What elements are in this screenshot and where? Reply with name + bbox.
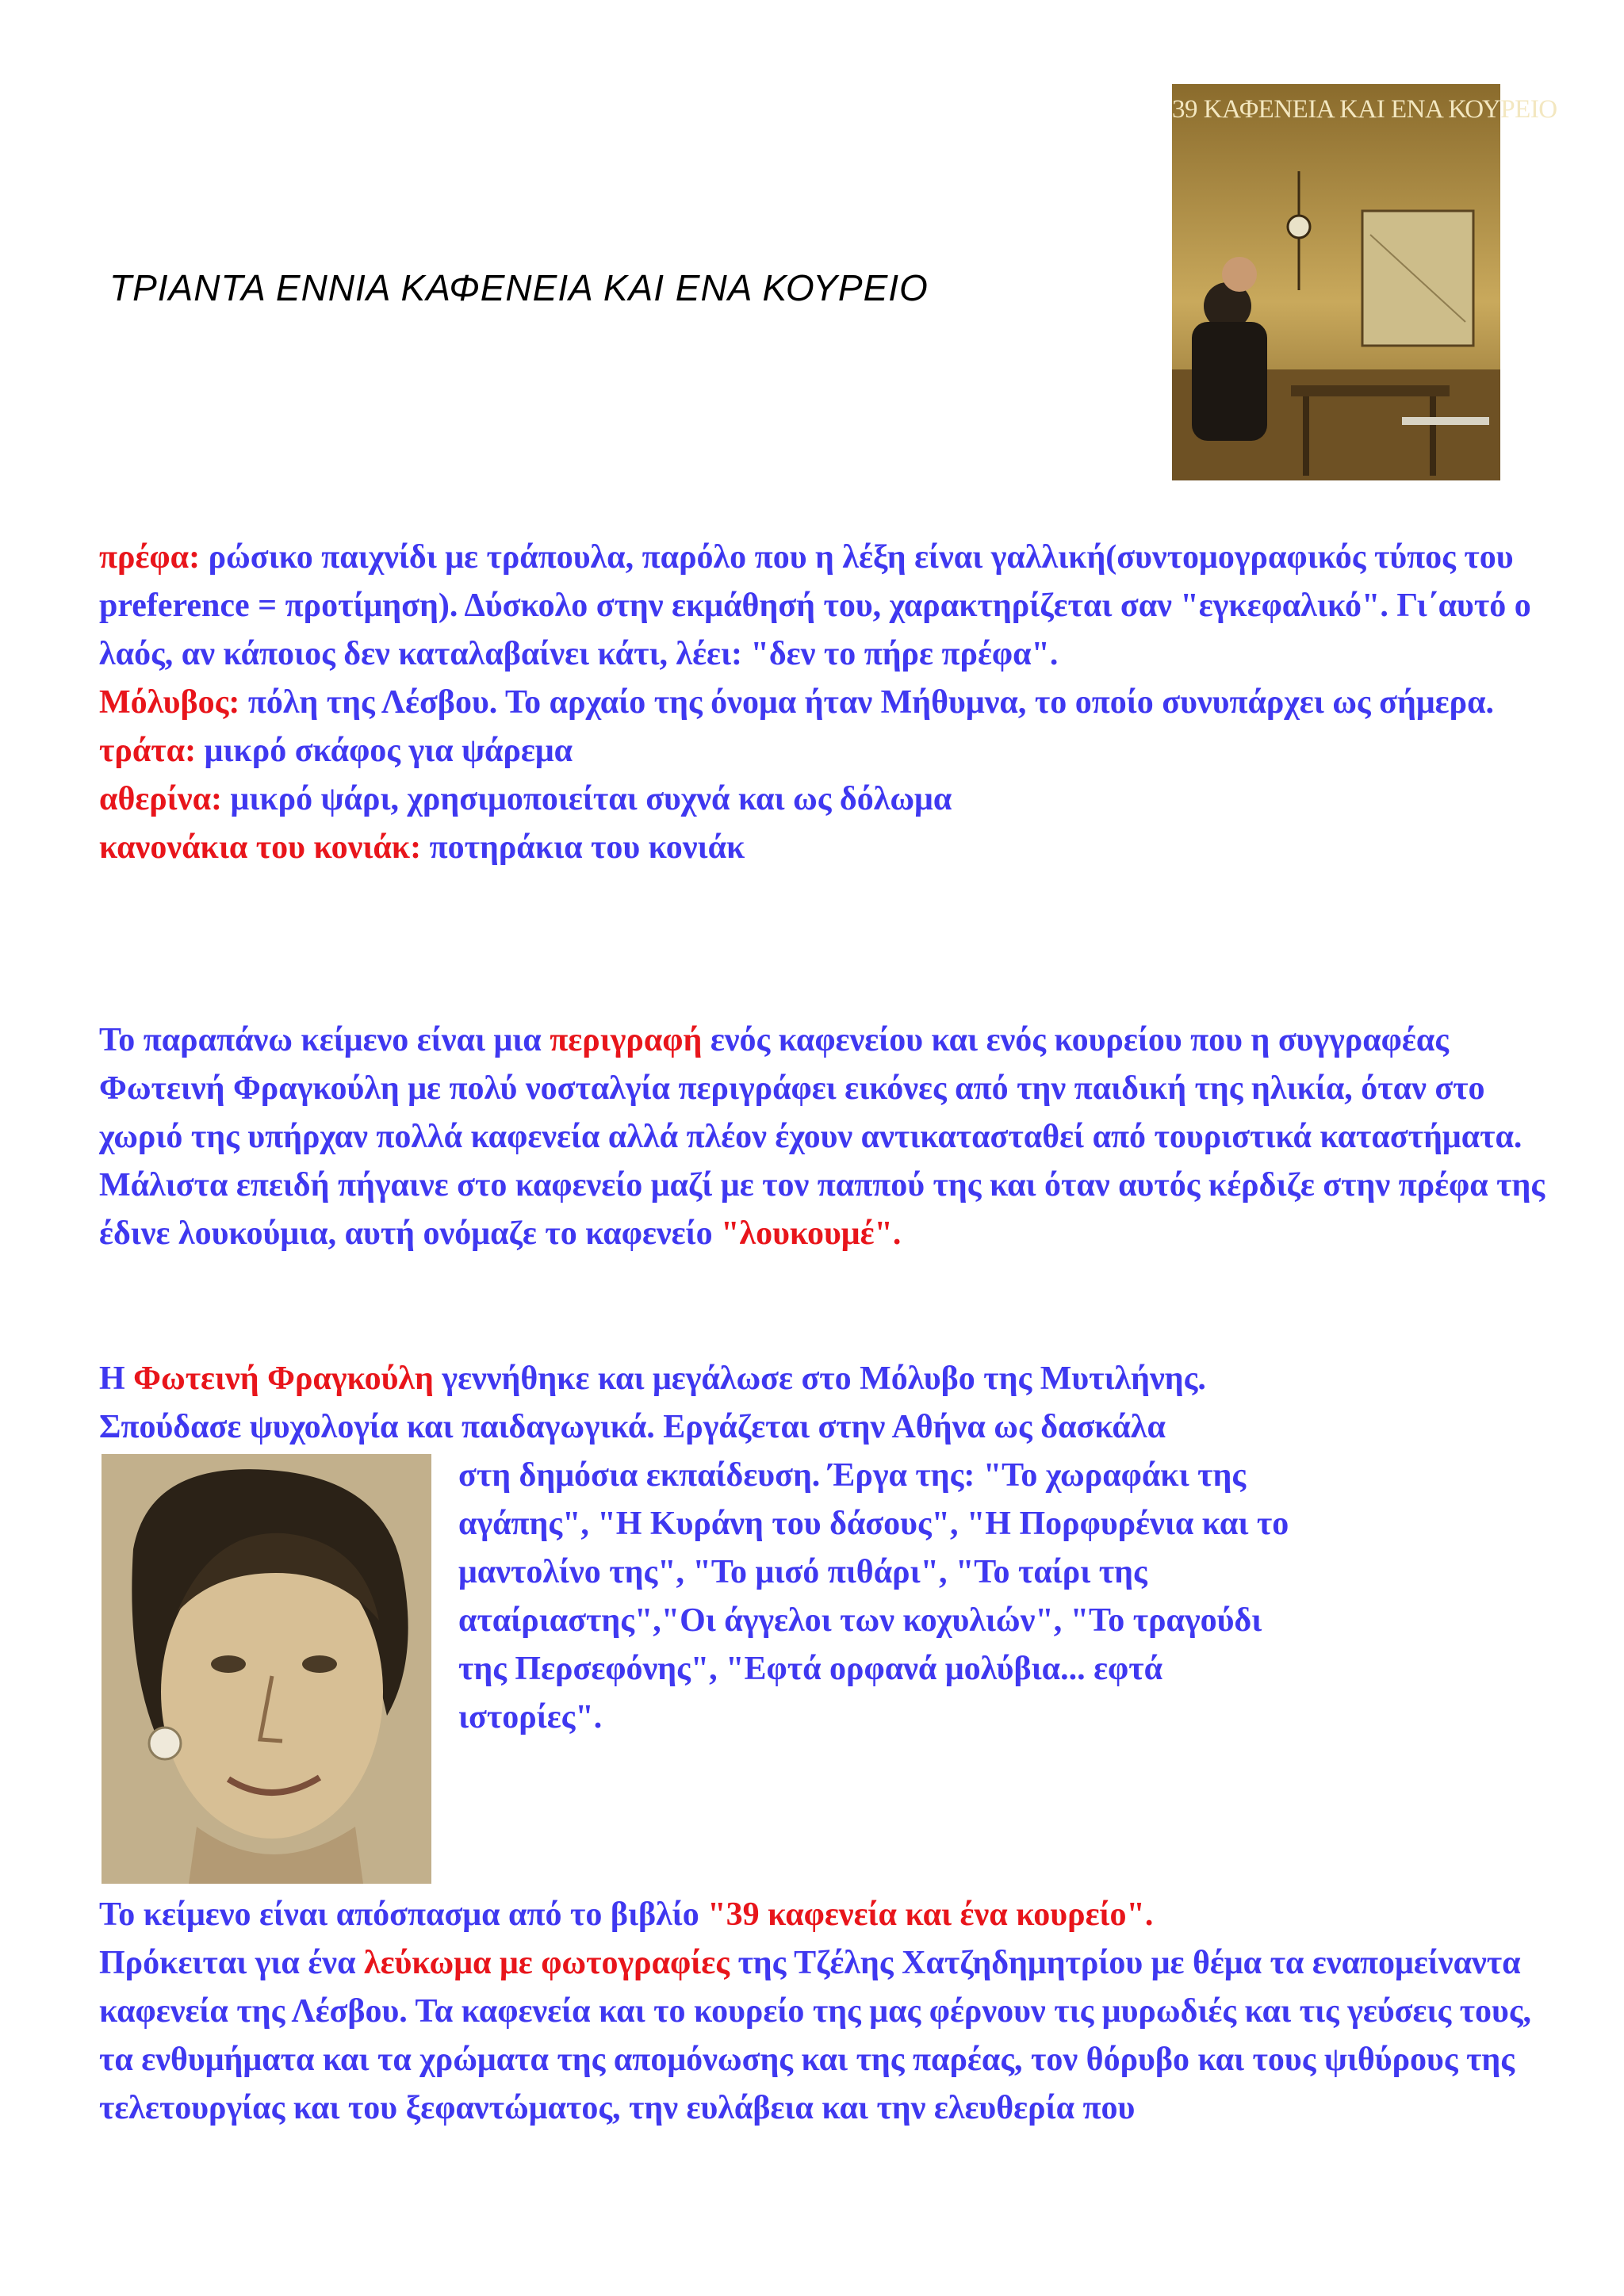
highlight-description: περιγραφή (550, 1022, 703, 1058)
glossary-definition: πόλη της Λέσβου. Το αρχαίο της όνομα ήταν Μήθυμνα, το οποίο συνυπάρχει ως σήμερα. (239, 684, 1495, 721)
glossary-item (99, 829, 745, 866)
glossary-definition: μικρό σκάφος για ψάρεμα (196, 733, 573, 769)
author-portrait-image (102, 1454, 431, 1884)
glossary-definition: μικρό ψάρι, χρησιμοποιείται συχνά και ως δόλωμα (222, 781, 952, 817)
author-intro: Η Φωτεινή Φραγκούλη γεννήθηκε και μεγάλωσε στο Μόλυβο της Μυτιλήνης. Σπούδασε ψυχολογία και παιδαγωγικά. Εργάζεται στην Αθήνα ως δασκάλα (99, 1360, 1206, 1445)
book-cover-image (1172, 84, 1557, 480)
description-paragraph: Το παραπάνω κείμενο είναι μια περιγραφή ενός καφενείου και ενός κουρείου που η συγγραφέας Φωτεινή Φραγκούλη με πολύ νοσταλγία περιγράφει εικόνες από την παιδική της ηλικία, όταν στο χωριό της υπήρχαν πολλά καφενεία αλλά πλέον έχουν αντικατασταθεί από τουριστικά καταστήματα. Μάλιστα επειδή πήγαινε στο καφενείο μαζί με τον παππού της και όταν αυτός κέρδιζε στην πρέφα της έδινε λουκούμια, αυτή ονόμαζε το καφενείο "λουκουμέ". (99, 1022, 1545, 1252)
glossary-term: τράτα: (99, 733, 197, 769)
glossary-definition: ποτηράκια του κονιάκ (421, 829, 745, 866)
book-cover-title: 39 ΚΑΦΕΝΕΙΑ ΚΑΙ ΕΝΑ ΚΟΥΡΕΙΟ (1172, 95, 1557, 124)
glossary-item (99, 733, 573, 769)
book-title-highlight: "39 καφενεία και ένα κουρείο". (707, 1896, 1154, 1933)
book-paragraph: Το κείμενο είναι απόσπασμα από το βιβλίο "39 καφενεία και ένα κουρείο". Πρόκειται για ένα λεύκωμα με φωτογραφίες της Τζέλης Χατζηδημητρίου με θέμα τα εναπομείναντα καφενεία της Λέσβου. Τα καφενεία και το κουρείο της μας φέρνουν τις μυρωδιές και τις γεύσεις τους, τα ενθυμήματα και τα χρώματα της απομόνωσης και της παρέας, τον θόρυβο και τους ψιθύρους της τελετουργίας και του ξεφαντώματος, την ευλάβεια και την ελευθερία που (99, 1896, 1532, 2126)
glossary-item (99, 781, 952, 817)
glossary-item (99, 684, 1494, 721)
glossary-term: αθερίνα: (99, 781, 222, 817)
cafe-interior-illustration (1172, 84, 1557, 480)
glossary-term: Μόλυβος: (99, 684, 240, 721)
album-highlight: λεύκωμα με φωτογραφίες (364, 1945, 730, 1981)
glossary-definition: ρώσικο παιχνίδι με τράπουλα, παρόλο που η λέξη είναι γαλλική(συντομογραφικός τύπος του preference = προτίμηση). Δύσκολο στην εκμάθησή του, χαρακτηρίζεται σαν "εγκεφαλικό". Γι΄αυτό ο λαός, αν κάποιος δεν καταλαβαίνει κάτι, λέει: "δεν το πήρε πρέφα". (99, 539, 1531, 672)
glossary-term: κανονάκια του κονιάκ: (99, 829, 422, 866)
author-works: στη δημόσια εκπαίδευση. Έργα της: "Το χωραφάκι της αγάπης", "Η Κυράνη του δάσους", "Η Πορφυρένια και το μαντολίνο της", "Το μισό πιθάρι", "Το ταίρι της αταίριαστης","Οι άγγελοι των κοχυλιών", "Το τραγούδι της Περσεφόνης", "Εφτά ορφανά μολύβια... εφτά ιστορίες". (458, 1457, 1289, 1735)
author-name: Φωτεινή Φραγκούλη (133, 1360, 434, 1397)
page-title: ΤΡΙΑΝΤΑ ΕΝΝΙΑ ΚΑΦΕΝΕΙΑ ΚΑΙ ΕΝΑ ΚΟΥΡΕΙΟ (109, 267, 929, 308)
glossary-term: πρέφα: (99, 539, 201, 576)
highlight-loukoume: "λουκουμέ". (721, 1215, 902, 1252)
author-portrait-illustration (102, 1454, 431, 1884)
glossary (99, 534, 1550, 872)
glossary-item (99, 539, 1531, 672)
